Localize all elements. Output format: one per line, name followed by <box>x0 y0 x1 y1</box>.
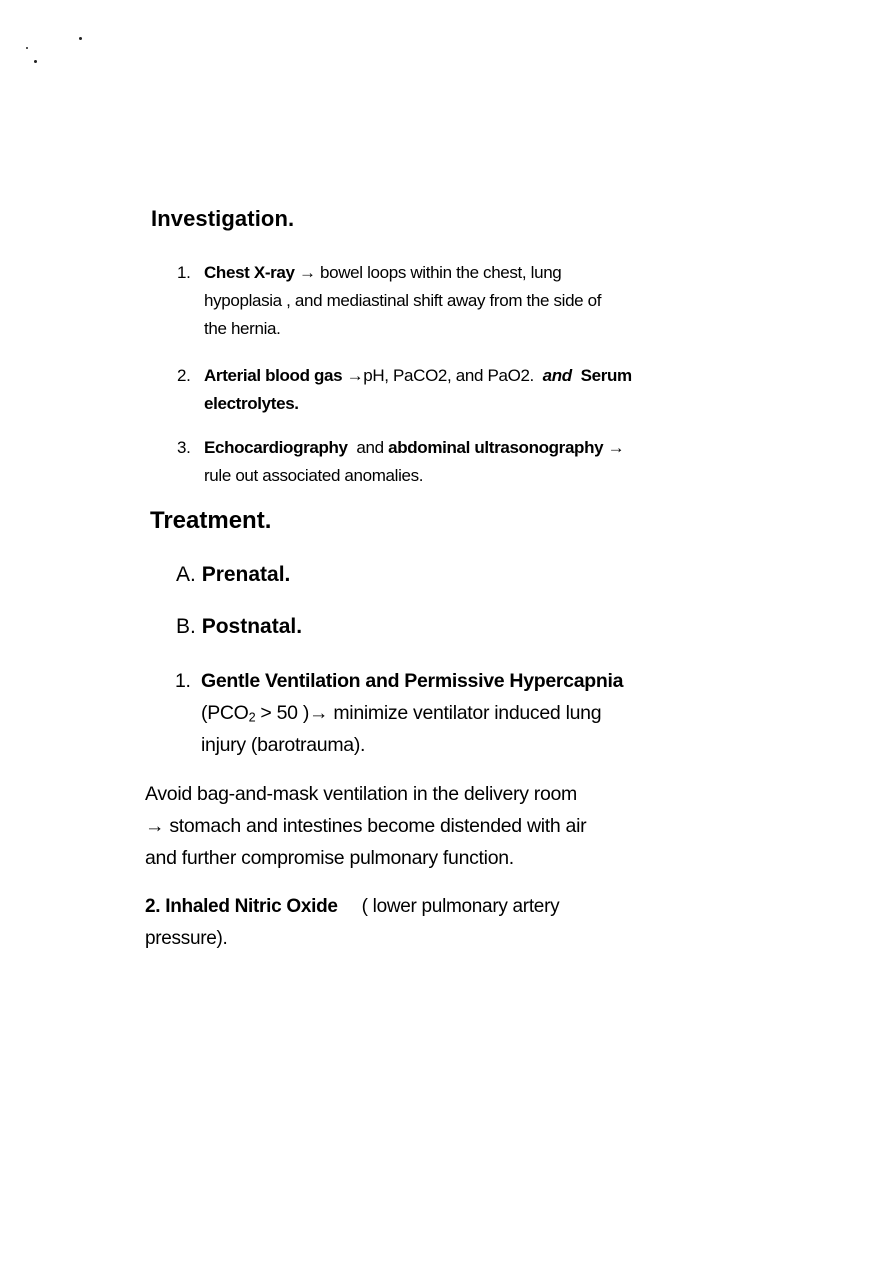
item-line: injury (barotrauma). <box>201 734 366 756</box>
item-number: 3. <box>177 438 191 457</box>
item-label: Arterial blood gas <box>204 366 343 385</box>
pco2-text: (PCO <box>201 702 249 724</box>
note-line <box>145 810 586 842</box>
item-line <box>201 697 623 729</box>
item-label: Serum <box>580 366 632 385</box>
item-line <box>204 259 601 287</box>
item-text: and <box>356 438 384 457</box>
arrow-icon: → <box>346 366 364 385</box>
item-label: Chest X-ray <box>204 263 295 282</box>
item-label: Echocardiography <box>204 438 348 457</box>
note-text: stomach and intestines become distended with air <box>164 815 587 837</box>
note-line: Avoid bag-and-mask ventilation in the delivery room <box>145 783 577 805</box>
item-line: rule out associated anomalies. <box>204 466 424 485</box>
treatment-sub-prenatal <box>176 563 290 587</box>
item-number: 2. <box>177 366 191 385</box>
item-line: pressure). <box>145 928 228 949</box>
sub-letter: A. <box>176 563 196 586</box>
bag-mask-note <box>145 778 586 874</box>
sub-letter: B. <box>176 615 196 638</box>
note-line: and further compromise pulmonary function. <box>145 847 514 869</box>
item-line <box>204 434 624 462</box>
item-text: minimize ventilator induced lung <box>328 702 602 724</box>
scan-speck <box>26 47 28 49</box>
treatment-item-nitric-oxide <box>145 891 559 955</box>
sub-label: Postnatal. <box>201 615 303 638</box>
arrow-icon: → <box>607 438 625 457</box>
item-text: ( lower pulmonary artery <box>361 896 560 917</box>
arrow-icon: → <box>299 263 316 282</box>
item-line <box>204 362 632 390</box>
treatment-sub-postnatal <box>176 615 302 639</box>
item-line: the hernia. <box>204 319 281 338</box>
sub-label: Prenatal. <box>201 563 291 586</box>
item-text: pH, PaCO2, and PaO2. <box>363 366 534 385</box>
item-label: Gentle Ventilation and Permissive Hypercapnia <box>201 670 624 692</box>
investigation-heading: Investigation. <box>151 206 295 231</box>
scan-speck <box>34 60 37 63</box>
item-emphasis: and <box>542 366 572 385</box>
arrow-icon: → <box>309 702 329 724</box>
item-line <box>145 891 559 923</box>
pco2-subscript: 2 <box>248 710 256 725</box>
item-number: 1. <box>175 670 191 692</box>
scan-speck <box>79 37 82 40</box>
item-line: hypoplasia , and mediastinal shift away from the side of <box>204 291 602 310</box>
item-line: electrolytes. <box>204 394 299 413</box>
treatment-heading: Treatment. <box>150 507 272 534</box>
arrow-icon: → <box>145 815 165 837</box>
item-number: 1. <box>177 263 191 282</box>
pco2-value: > 50 ) <box>255 702 310 724</box>
item-label: 2. Inhaled Nitric Oxide <box>145 896 338 917</box>
item-label: abdominal ultrasonography <box>388 438 604 457</box>
item-text: bowel loops within the chest, lung <box>315 263 562 282</box>
